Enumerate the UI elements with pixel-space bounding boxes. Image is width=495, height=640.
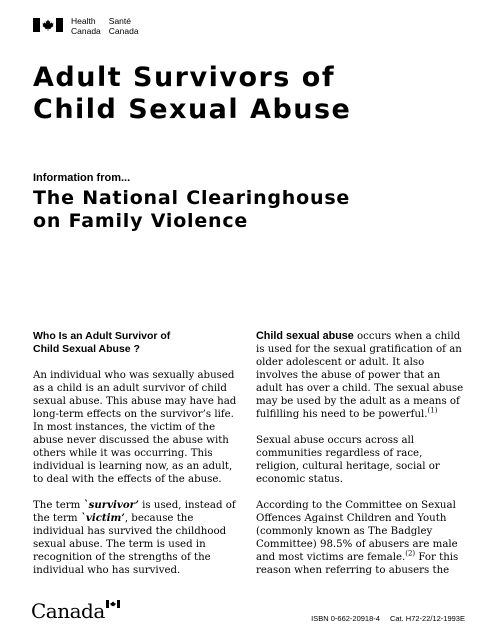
text-segment: The term (33, 500, 84, 511)
catalogue-number: Cat. H72-22/12-1993E (389, 614, 465, 623)
paragraph-badgley (256, 499, 466, 577)
info-from-label: Information from... (33, 172, 131, 184)
clearinghouse-title (33, 187, 473, 233)
paragraph-child-sexual-abuse (256, 330, 466, 421)
dept-en-line1: Health (71, 16, 96, 26)
paragraph-communities: Sexual abuse occurs across all communities regardless of race, religion, cultural heritage, social or economic status. (256, 435, 440, 485)
dept-fr-line1: Santé (108, 16, 131, 26)
lead-term: Child sexual abuse (256, 330, 354, 342)
term-survivor: `survivor’ (83, 499, 139, 511)
canada-wordmark (31, 600, 120, 621)
page-title (33, 62, 473, 126)
clearinghouse-line-2: on Family Violence (33, 210, 249, 232)
text-segment: According to the Committee on Sexual Offences Against Children and Youth (commonly known as The Badgley Committee) 98.5% of abusers are male and most victims are female. (256, 500, 458, 563)
right-column (256, 330, 466, 590)
title-line-1: Adult Survivors of (33, 62, 336, 93)
isbn-number: ISBN 0-662-20918-4 (311, 614, 380, 623)
section-heading-line-2: Child Sexual Abuse ? (33, 343, 140, 355)
term-victim: `victim’ (80, 512, 125, 524)
title-line-2: Child Sexual Abuse (33, 94, 352, 125)
text-segment: occurs when a child is used for the sexual gratification of an older adolescent or adult. It also involves the abuse of power that an adult has over a child. The sexual abuse may be used by the adult as a means of fulfilling his need to be powerful. (256, 331, 464, 420)
text-segment: is used, instead of the term (33, 500, 236, 524)
paragraph-definition: An individual who was sexually abused as a child is an adult survivor of child sexual abuse. This abuse may have had long-term effects on the survivor’s life. In most instances, the victim of the abuse never discussed the abuse with others while it was occurring. This individual is learning now, as an adult, to deal with the effects of the abuse. (33, 370, 237, 485)
reference-1: (1) (427, 406, 438, 415)
wordmark-text: Canada (31, 599, 105, 623)
department-name (71, 16, 147, 36)
publication-codes (301, 614, 465, 623)
reference-2: (2) (405, 549, 416, 558)
canada-flag-icon (33, 18, 63, 32)
government-header (33, 16, 147, 36)
paragraph-terminology (33, 499, 238, 577)
section-heading (33, 330, 238, 356)
section-heading-line-1: Who Is an Adult Survivor of (33, 330, 171, 342)
left-column (33, 330, 238, 590)
clearinghouse-line-1: The National Clearinghouse (33, 187, 351, 209)
canada-flag-icon (106, 600, 120, 608)
dept-fr-line2: Canada (108, 26, 139, 36)
dept-en-line2: Canada (71, 26, 101, 36)
text-segment: For this reason when referring to abusers the (256, 552, 459, 576)
text-segment: , because the individual has survived the childhood sexual abuse. The term is used in recognition of the strengths of the individual who has survived. (33, 513, 227, 576)
